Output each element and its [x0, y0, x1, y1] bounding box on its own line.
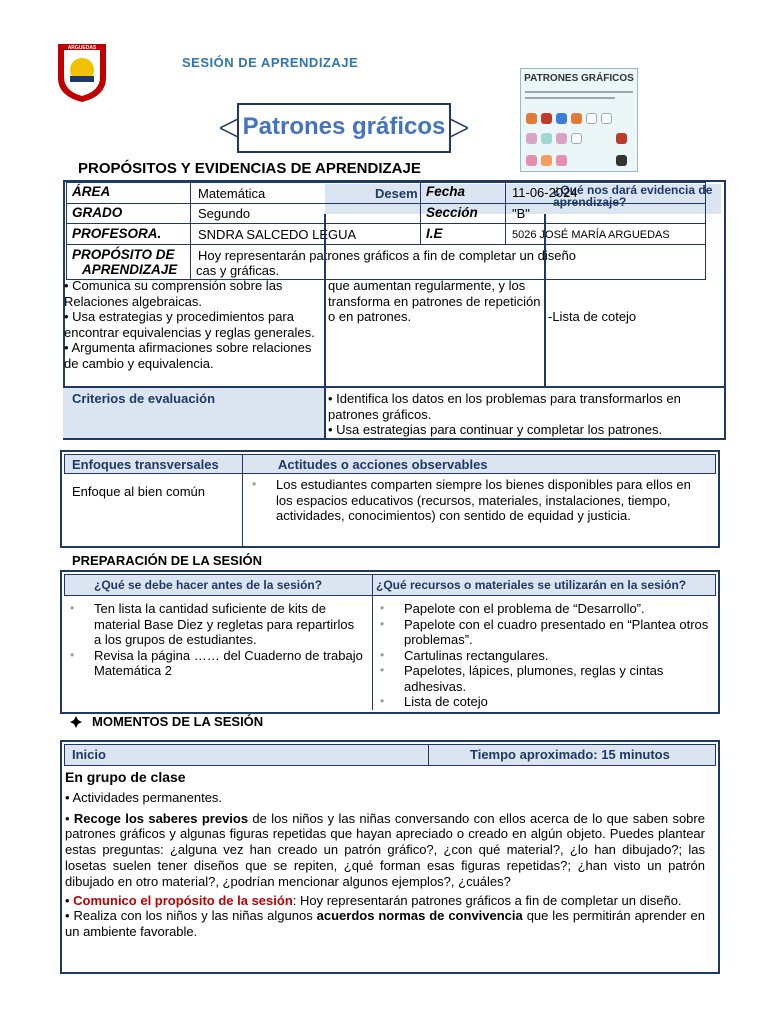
- activities-text: Actividades permanentes.: [72, 789, 223, 805]
- moments-heading: MOMENTOS DE LA SESIÓN: [92, 714, 264, 729]
- performance-header-text: Desem: [375, 186, 418, 201]
- agreements-post: que les permitirán aprender en un ambiente favorable.: [65, 908, 705, 940]
- before-item: • Ten lista la cantidad suficiente de kits de material Base Diez y regletas para repartirlos a los grupos de estudiantes.: [64, 601, 364, 648]
- grade-value: Segundo: [198, 206, 251, 221]
- prior-knowledge-bold: Recoge los saberes previos: [73, 810, 249, 826]
- capacities-list: [64, 278, 320, 371]
- school-value: 5026 JOSÉ MARÍA ARGUEDAS: [512, 229, 670, 241]
- date-label: Fecha: [426, 184, 466, 199]
- material-item: • Cartulinas rectangulares.: [374, 648, 714, 664]
- before-session-list: [64, 601, 364, 679]
- evidence-header: ¿Qué nos dará evidencia de aprendizaje?: [545, 184, 721, 214]
- section-value: "B": [512, 206, 530, 221]
- start-label: Inicio: [72, 747, 106, 762]
- criteria-item: • Usa estrategias para continuar y completar los patrones.: [328, 422, 663, 437]
- approach-header-1: Enfoques transversales: [72, 457, 219, 472]
- criteria-label: Criterios de evaluación: [72, 391, 216, 406]
- svg-text:ARGUEDAS: ARGUEDAS: [67, 45, 97, 51]
- performance-fragment: que aumentan regularmente, y los transforma en patrones de repetición o en patrones.: [328, 278, 541, 324]
- diamond-bullet-icon: [70, 716, 82, 728]
- agreements-pre: Realiza con los niños y las niñas algunos: [73, 908, 317, 924]
- start-content: En grupo de clase • Actividades permanentes. • Recoge los saberes previos de los niños y las niñas conversando con ellos acerca de lo que saben sobre patrones gráficos y algunas figuras repetidas que hayan apreciado o creado en algún objeto. Puedes plantear estas preguntas: ¿alguna vez han creado un patrón gráfico?, ¿con qué material?, ¿lo han dibujado?; las losetas suelen tener diseños que se repiten, ¿qué forman esas figuras repetidas?; ¿han visto un patrón dibujado en otro material?, ¿podrían mencionar algunos ejemplos?, ¿cuáles? • Comunico el propósito de la sesión: Hoy representarán patrones gráficos a fin de completar un diseño. • Realiza con los niños y las niñas algunos acuerdos normas de convivencia que les permitirán aprender en un ambiente favorable.: [65, 769, 705, 940]
- before-item: • Revisa la página …… del Cuaderno de trabajo Matemática 2: [64, 648, 364, 679]
- prep-header-2: ¿Qué recursos o materiales se utilizarán en la sesión?: [376, 578, 687, 592]
- grade-label: GRADO: [72, 205, 123, 220]
- purpose-label-2: APRENDIZAJE: [82, 262, 178, 277]
- teacher-label: PROFESORA.: [72, 226, 162, 241]
- approach-attitude: • Los estudiantes comparten siempre los bienes disponibles para ellos en los espacios educativos (recursos, materiales, instalaciones, tiempo, actividades, conocimientos) con sentido de equidad y justicia.: [246, 477, 696, 524]
- prior-knowledge-text: de los niños y las niñas conversando con ellos acerca de lo que saben sobre patrones gráficos y algunas figuras repetidas que hayan apreciado o creado en algún objeto. Puedes plantear estas preguntas: ¿alguna vez han creado un patrón gráfico?, ¿con qué material?, ¿lo han dibujado?; las losetas suelen tener diseños que se repiten, ¿qué forman esas figuras repetidas?; ¿han visto un patrón dibujado en otro material?, ¿podrían mencionar algunos ejemplos?, ¿cuáles?: [65, 810, 705, 889]
- area-value: Matemática: [198, 186, 266, 201]
- teacher-value: SNDRA SALCEDO LEGUA: [198, 227, 357, 242]
- purpose-bold: Comunico el propósito de la sesión: [73, 892, 293, 908]
- criteria-item: • Identifica los datos en los problemas para transformarlos en patrones gráficos.: [328, 391, 681, 422]
- purpose-value: Hoy representarán patrones gráficos a fin de completar un diseño: [198, 248, 576, 263]
- material-item: • Papelotes, lápices, plumones, reglas y cintas adhesivas.: [374, 663, 714, 694]
- approach-attitude-list: [246, 477, 696, 524]
- evidence-instrument: -Lista de cotejo: [548, 309, 637, 324]
- material-item: • Papelote con el cuadro presentado en “Plantea otros problemas”.: [374, 617, 714, 648]
- approach-header-2: Actitudes o acciones observables: [278, 457, 488, 472]
- material-item: • Papelote con el problema de “Desarrollo”.: [374, 601, 714, 617]
- capacity-item: • Usa estrategias y procedimientos para encontrar equivalencias y reglas generales.: [64, 309, 315, 340]
- time-label: Tiempo aproximado: 15 minutos: [470, 747, 670, 762]
- agreements-bold: acuerdos normas de convivencia: [316, 908, 523, 924]
- area-label: ÁREA: [72, 184, 111, 199]
- school-label: I.E: [426, 226, 443, 241]
- material-item: • Lista de cotejo: [374, 694, 714, 710]
- purpose-label-1: PROPÓSITO DE: [72, 247, 175, 262]
- preparation-heading: PREPARACIÓN DE LA SESIÓN: [72, 553, 262, 568]
- school-logo: [54, 40, 110, 104]
- section-label: Sección: [426, 205, 478, 220]
- worksheet-thumbnail: [520, 68, 638, 172]
- capacity-item: • Comunica su comprensión sobre las Relaciones algebraicas.: [64, 278, 283, 309]
- materials-list: [374, 601, 714, 710]
- approach-name: Enfoque al bien común: [72, 484, 205, 499]
- purposes-heading: PROPÓSITOS Y EVIDENCIAS DE APRENDIZAJE: [78, 160, 421, 177]
- purpose-text: : Hoy representarán patrones gráficos a fin de completar un diseño.: [292, 892, 682, 908]
- thumbnail-title: PATRONES GRÁFICOS: [524, 73, 634, 84]
- capacity-item: • Argumenta afirmaciones sobre relaciones de cambio y equivalencia.: [64, 340, 312, 371]
- date-value: 11-06-2024: [512, 185, 578, 200]
- banner-title: Patrones gráficos: [242, 113, 446, 140]
- competence-fragment: cas y gráficas.: [196, 263, 280, 278]
- criteria-list: [328, 391, 720, 438]
- prep-header-1: ¿Qué se debe hacer antes de la sesión?: [94, 578, 323, 592]
- session-title: SESIÓN DE APRENDIZAJE: [182, 55, 359, 70]
- group-heading: En grupo de clase: [65, 769, 186, 785]
